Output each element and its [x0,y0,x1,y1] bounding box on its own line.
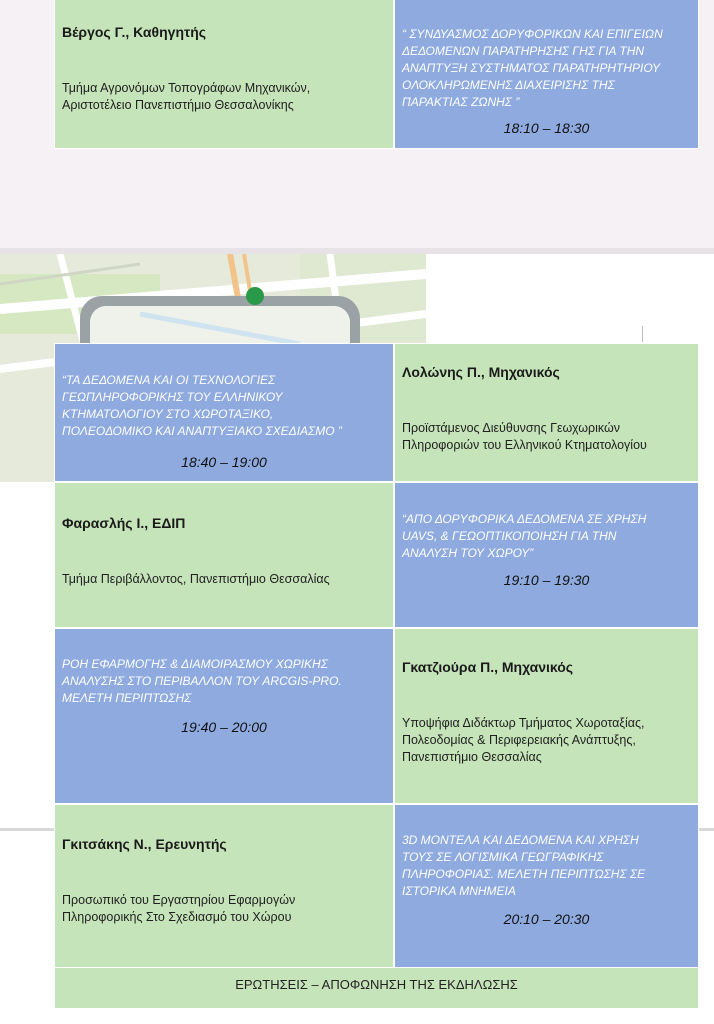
speaker-affiliation: Προϊστάμενος Διεύθυνσης Γεωχωρικών Πληροφοριών του Ελληνικού Κτηματολογίου [402,421,647,452]
speaker-affiliation: Τμήμα Περιβάλλοντος, Πανεπιστήμιο Θεσσαλίας [62,572,330,586]
speaker-affiliation: Τμήμα Αγρονόμων Τοπογράφων Μηχανικών, Αριστοτέλειο Πανεπιστήμιο Θεσσαλονίκης [62,81,311,112]
closing-row: ΕΡΩΤΗΣΕΙΣ – ΑΠΟΦΩΝΗΣΗ ΤΗΣ ΕΚΔΗΛΩΣΗΣ [54,967,699,1009]
speaker-cell [54,0,394,149]
speaker-name: Φαρασλής Ι., ΕΔΙΠ [62,515,186,531]
speaker-cell [394,628,699,804]
talk-title: 3D ΜΟΝΤΕΛΑ ΚΑΙ ΔΕΔΟΜΕΝΑ ΚΑΙ ΧΡΗΣΗ ΤΟΥΣ ΣΕ ΛΟΓΙΣΜΙΚΑ ΓΕΩΓΡΑΦΙΚΗΣ ΠΛΗΡΟΦΟΡΙΑΣ. ΜΕΛΕΤΗ ΠΕΡΙΠΤΩΣΗΣ ΣΕ ΙΣΤΟΡΙΚΑ ΜΝΗΜΕΙΑ [402,833,646,898]
talk-time: 19:10 – 19:30 [503,572,590,588]
speaker-affiliation: Υποψήφια Διδάκτωρ Τμήματος Χωροταξίας, Πολεοδομίας & Περιφερειακής Ανάπτυξης, Πανεπιστήμιο Θεσσαλίας [402,716,645,764]
speaker-cell [54,482,394,628]
talk-cell [394,0,699,149]
talk-title: “ΤΑ ΔΕΔΟΜΕΝΑ ΚΑΙ ΟΙ ΤΕΧΝΟΛΟΓΙΕΣ ΓΕΩΠΛΗΡΟΦΟΡΙΚΗΣ ΤΟΥ ΕΛΛΗΝΙΚΟΥ ΚΤΗΜΑΤΟΛΟΓΙΟΥ ΣΤΟ ΧΩΡΟΤΑΞΙΚΟ, ΠΟΛΕΟΔΟΜΙΚΟ ΚΑΙ ΑΝΑΠΤΥΞΙΑΚΟ ΣΧΕΔΙΑΣΜΟ ” [62,373,342,438]
speaker-name: Λολώνης Π., Μηχανικός [402,364,560,380]
talk-title: “ΑΠΟ ΔΟΡΥΦΟΡΙΚΑ ΔΕΔΟΜΕΝΑ ΣΕ ΧΡΗΣΗ UAVS, & ΓΕΩΟΠΤΙΚΟΠΟΙΗΣΗ ΓΙΑ ΤΗΝ ΑΝΑΛΥΣΗ ΤΟΥ ΧΩΡΟΥ” [402,512,647,560]
talk-time: 18:10 – 18:30 [503,120,590,136]
speaker-name: Γκατζιούρα Π., Μηχανικός [402,659,574,675]
speaker-name: Βέργος Γ., Καθηγητής [62,24,207,40]
talk-cell [54,628,394,804]
talk-time: 18:40 – 19:00 [181,454,267,470]
speaker-affiliation: Προσωπικό του Εργαστηρίου Εφαρμογών Πληροφορικής Στο Σχεδιασμό του Χώρου [62,893,296,924]
speaker-name: Γκιτσάκης Ν., Ερευνητής [62,836,227,852]
talk-time: 20:10 – 20:30 [503,911,590,927]
talk-cell [54,343,394,482]
talk-cell [394,804,699,968]
speaker-cell [394,343,699,482]
talk-time: 19:40 – 20:00 [181,719,267,735]
divider-tick [642,326,643,342]
talk-title: ΡΟΗ ΕΦΑΡΜΟΓΗΣ & ΔΙΑΜΟΙΡΑΣΜΟΥ ΧΩΡΙΚΗΣ ΑΝΑΛΥΣΗΣ ΣΤΟ ΠΕΡΙΒΑΛΛΟΝ ΤΟΥ ARCGIS-PRO. ΜΕΛΕΤΗ ΠΕΡΙΠΤΩΣΗΣ [62,657,342,705]
speaker-cell [54,804,394,968]
talk-title: “ ΣΥΝΔΥΑΣΜΟΣ ΔΟΡΥΦΟΡΙΚΩΝ ΚΑΙ ΕΠΙΓΕΙΩΝ ΔΕΔΟΜΕΝΩΝ ΠΑΡΑΤΗΡΗΣΗΣ ΓΗΣ ΓΙΑ ΤΗΝ ΑΝΑΠΤΥΞΗ ΣΥΣΤΗΜΑΤΟΣ ΠΑΡΑΤΗΡΗΤΗΡΙΟΥ ΟΛΟΚΛΗΡΩΜΕΝΗΣ ΔΙΑΧΕΙΡΙΣΗΣ ΤΗΣ ΠΑΡΑΚΤΙΑΣ ΖΩΝΗΣ ” [402,27,663,109]
talk-cell [394,482,699,628]
